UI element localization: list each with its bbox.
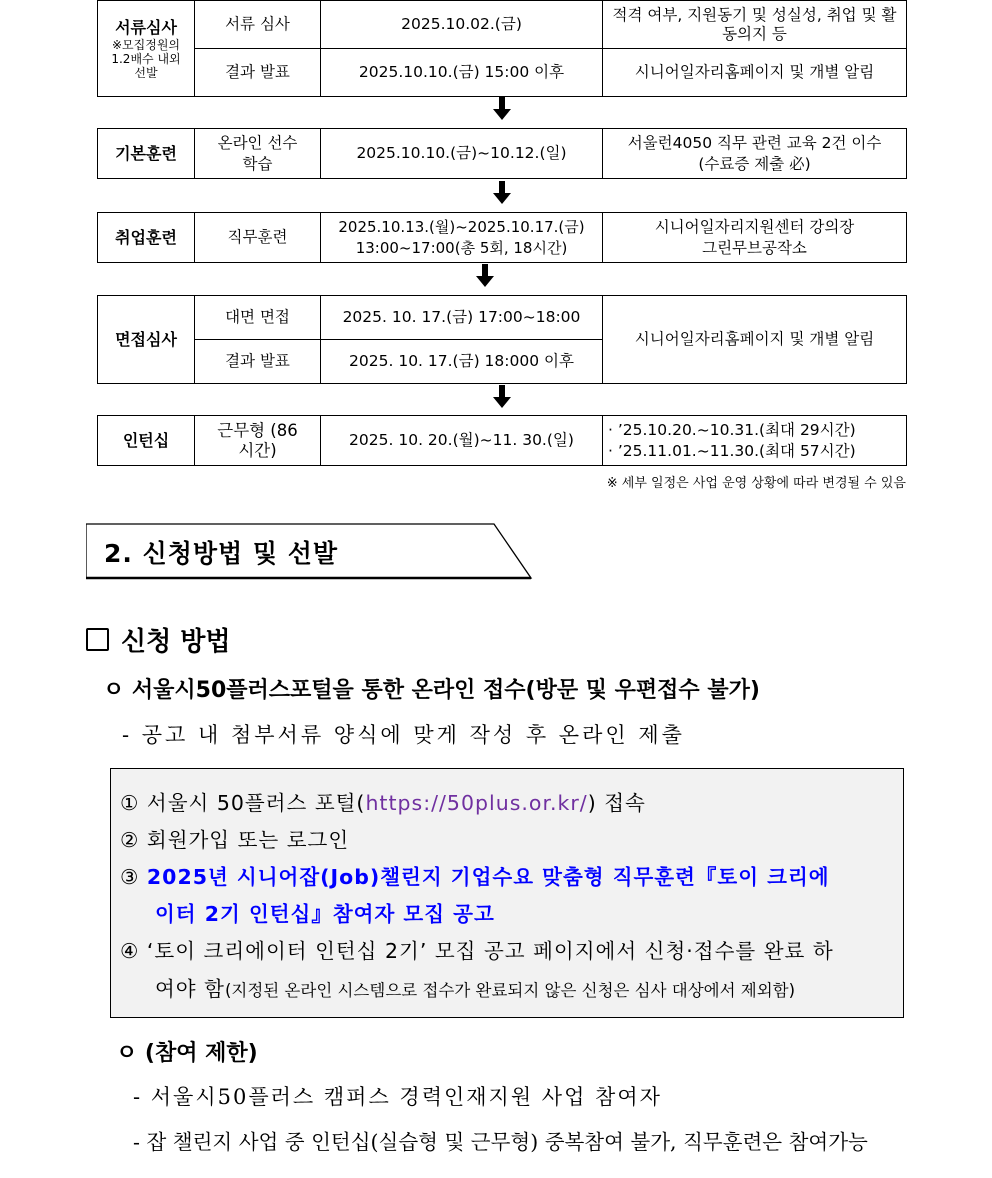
step-1-text: ① 서울시 50플러스 포털( [120,791,366,815]
detail-cell: 시니어일자리지원센터 강의장 그린무브공작소 [603,213,907,263]
step-3-line-1: 2025년 시니어잡(Job)챌린지 기업수요 맞춤형 직무훈련『토이 크리에 [146,865,830,889]
item-cell: 결과 발표 [195,340,321,384]
date-cell: 2025. 10. 17.(금) 18:000 이후 [321,340,603,384]
bullet-online-application: ㅇ 서울시50플러스포털을 통한 온라인 접수(방문 및 우편접수 불가) [103,678,760,703]
schedule-table-document-review [97,0,907,97]
date-cell: 2025.10.10.(금) 15:00 이후 [321,49,603,97]
detail-cell [603,416,907,466]
steps-box [110,768,904,1018]
subsection-title [86,621,231,658]
stage-label: 인턴십 [98,416,195,466]
arrow-down-icon [490,97,514,121]
portal-link[interactable]: https://50plus.or.kr/ [365,791,588,815]
detail-cell: 시니어일자리홈페이지 및 개별 알림 [603,296,907,384]
item-cell: 결과 발표 [195,49,321,97]
step-4: ④ ‘토이 크리에이터 인턴십 2기’ 모집 공고 페이지에서 신청·접수를 완료 하 [120,939,834,963]
step-1-suffix: ) 접속 [587,791,646,815]
item-cell: 대면 면접 [195,296,321,340]
schedule-table-basic-training [97,128,907,179]
stage-cell [98,1,195,97]
checkbox-square-icon [86,628,109,651]
step-1 [120,786,646,816]
stage-note: ※모집정원의 1.2배수 내외 선발 [111,38,181,80]
schedule-table-interview [97,295,907,384]
date-cell: 2025. 10. 17.(금) 17:00~18:00 [321,296,603,340]
schedule-table-job-training [97,212,907,263]
step-4-note: (지정된 온라인 시스템으로 접수가 완료되지 않은 신청은 심사 대상에서 제외함) [224,981,796,1000]
arrow-down-icon [490,181,514,205]
date-cell: 2025.10.13.(월)~2025.10.17.(금) 13:00~17:00(총 5회, 18시간) [321,213,603,263]
step-3 [120,860,830,890]
bullet-participation-limit: ㅇ (참여 제한) [116,1041,258,1066]
arrow-down-icon [490,385,514,409]
step-3-number: ③ [120,865,140,889]
section-title: 2. 신청방법 및 선발 [104,539,339,568]
date-cell: 2025. 10. 20.(월)~11. 30.(일) [321,416,603,466]
dash-submit-online: - 공고 내 첨부서류 양식에 맞게 작성 후 온라인 제출 [122,723,685,747]
internship-period-2: · ’25.11.01.~11.30.(최대 57시간) [608,441,856,460]
stage-label: 서류심사 [115,18,177,37]
step-2: ② 회원가입 또는 로그인 [120,828,350,852]
internship-period-1: · ’25.10.20.~10.31.(최대 29시간) [608,420,856,439]
item-cell: 서류 심사 [195,1,321,49]
detail-cell: 시니어일자리홈페이지 및 개별 알림 [603,49,907,97]
dash-limit-2: - 잡 챌린지 사업 중 인턴십(실습형 및 근무형) 중복참여 불가, 직무훈련은 참여가능 [133,1130,868,1154]
schedule-note: ※ 세부 일정은 사업 운영 상황에 따라 변경될 수 있음 [606,476,906,491]
subsection-title-text: 신청 방법 [121,627,231,657]
date-cell: 2025.10.02.(금) [321,1,603,49]
stage-label: 면접심사 [98,296,195,384]
step-3-line-2: 이터 2기 인턴십』참여자 모집 공고 [155,902,495,926]
item-cell: 온라인 선수 학습 [195,129,321,179]
detail-cell: 서울런4050 직무 관련 교육 2건 이수(수료증 제출 必) [603,129,907,179]
arrow-down-icon [473,264,497,288]
item-cell: 직무훈련 [195,213,321,263]
dash-limit-1: - 서울시50플러스 캠퍼스 경력인재지원 사업 참여자 [133,1085,662,1109]
schedule-table-internship [97,415,907,466]
item-cell: 근무형 (86시간) [195,416,321,466]
stage-label: 기본훈련 [98,129,195,179]
date-cell: 2025.10.10.(금)~10.12.(일) [321,129,603,179]
step-4-line-2-text: 여야 함 [155,977,225,1001]
step-4-line-2 [155,972,795,1002]
stage-label: 취업훈련 [98,213,195,263]
detail-cell: 적격 여부, 지원동기 및 성실성, 취업 및 활동의지 등 [603,1,907,49]
